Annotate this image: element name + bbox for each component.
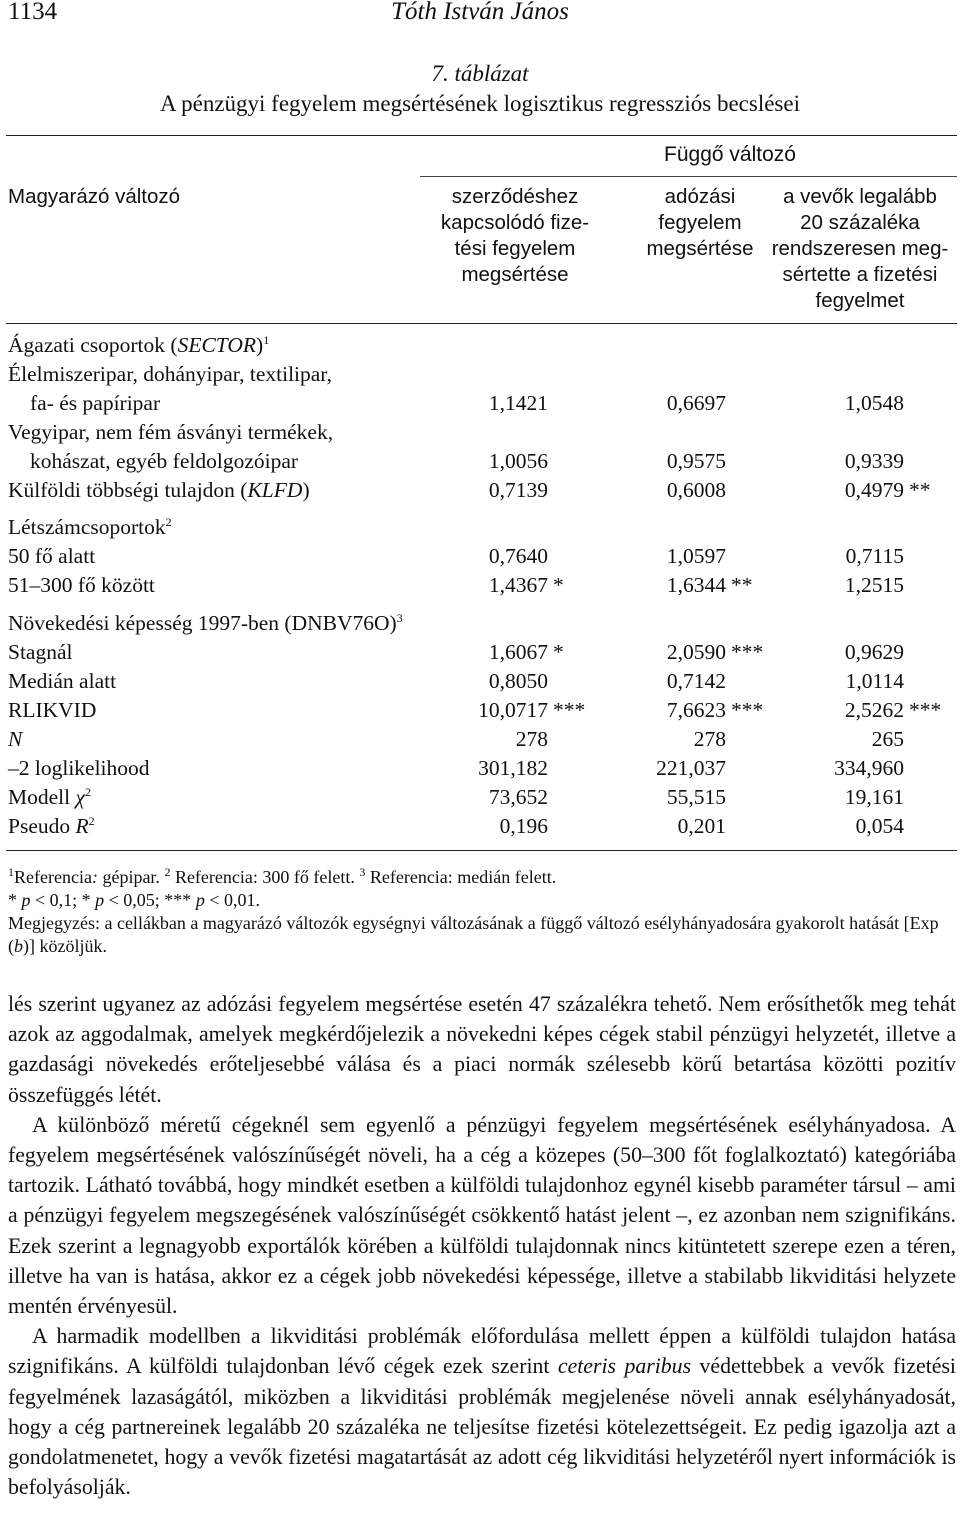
significance-stars: ***: [553, 698, 586, 722]
significance-stars: **: [909, 478, 931, 502]
row-label: Külföldi többségi tulajdon (KLFD): [8, 478, 310, 502]
col-header-line: tési fegyelem: [454, 237, 576, 260]
table-top-rule: [6, 135, 957, 136]
row-label: Ágazati csoportok (SECTOR)$^1$: [8, 332, 270, 357]
row-label: Vegyipar, nem fém ásványi termékek,: [8, 420, 334, 444]
row-label: Medián alatt: [8, 669, 117, 693]
dependent-header-rule: [420, 176, 957, 177]
cell-value: 1,4367: [488, 573, 548, 597]
col-header-line: adózási: [664, 185, 736, 208]
row-label: fa- és papíripar: [30, 391, 161, 415]
cell-value: 278: [693, 727, 726, 751]
cell-value: 0,196: [499, 814, 548, 838]
significance-stars: *: [553, 640, 564, 664]
cell-value: 1,6344: [666, 573, 726, 597]
col-header-line: megsértése: [461, 263, 569, 286]
col-header-line: 20 százaléka: [800, 211, 920, 234]
col-header-customer-payment: [760, 184, 960, 314]
cell-value: 1,2515: [844, 573, 904, 597]
col-header-line: megsértése: [646, 237, 754, 260]
note-significance: * p < 0,1; * p < 0,05; *** p < 0,01.: [8, 890, 260, 910]
row-label: 50 fő alatt: [8, 544, 96, 568]
row-label: Modell $\chi^2$: [8, 784, 91, 809]
cell-value: 0,7640: [488, 544, 548, 568]
significance-stars: *: [553, 573, 564, 597]
row-label: 51–300 fő között: [8, 573, 155, 597]
row-label: Létszámcsoportok$^2$: [8, 514, 172, 539]
cell-value: 1,1421: [488, 391, 548, 415]
row-label: kohászat, egyéb feldolgozóipar: [30, 449, 299, 473]
col-header-line: szerződéshez: [451, 185, 579, 208]
col-header-line: kapcsolódó fize-: [440, 211, 590, 234]
cell-value: 10,0717: [478, 698, 548, 722]
row-label: Stagnál: [8, 640, 73, 664]
running-head-author: Tóth István János: [391, 0, 569, 25]
col-header-line: rendszeresen meg-: [771, 237, 949, 260]
cell-value: 0,7142: [666, 669, 726, 693]
body-text: [8, 989, 956, 1502]
cell-value: 278: [515, 727, 548, 751]
significance-stars: **: [731, 573, 753, 597]
cell-value: 2,0590: [666, 640, 726, 664]
explanatory-variable-header: Magyarázó változó: [8, 185, 181, 208]
cell-value: 1,0114: [845, 669, 904, 693]
table-title: A pénzügyi fegyelem megsértésének logisztikus regressziós becslései: [160, 91, 800, 116]
cell-value: 0,6697: [666, 391, 726, 415]
col-header-contract-payment: [420, 184, 610, 288]
dependent-variable-header: Függő változó: [664, 143, 796, 166]
table-label: 7. táblázat: [431, 61, 529, 86]
col-header-line: a vevők legalább: [783, 185, 937, 208]
col-header-line: fegyelmet: [815, 289, 905, 312]
col-header-line: sértette a fizetési: [782, 263, 938, 286]
cell-value: 0,054: [855, 814, 904, 838]
cell-value: 0,4979: [844, 478, 904, 502]
significance-stars: ***: [731, 640, 764, 664]
cell-value: 0,8050: [488, 669, 548, 693]
row-label: Növekedési képesség 1997-ben (DNBV76O)$^3$: [8, 610, 403, 635]
note-references: $^1$Referencia: gépipar. $^2$ Referencia: 300 fő felett. $^3$ Referencia: medián felett.: [8, 865, 557, 887]
row-label: –2 loglikelihood: [8, 756, 150, 780]
cell-value: 19,161: [844, 785, 904, 809]
cell-value: 0,201: [677, 814, 726, 838]
paragraph-2: A különböző méretű cégeknél sem egyenlő a pénzügyi fegyelem megsértésének esélyhányadosa. A fegyelem megsértésének valószínűségét növeli, ha a cég a közepes (50–300 főt foglalkoztató) kategóriába tartozik. Látható továbbá, hogy mindkét esetben a külföldi tulajdonhoz egynél kisebb paraméter társul – ami a pénzügyi fegyelem megszegésének valószínűségét csökkentő hatást jelent –, ez azonban nem szignifikáns. Ezek szerint a legnagyobb exportálók körében a külföldi tulajdonnak nincs kitüntetett szerepe ezen a téren, illetve ha van is hatása, akkor ez a cégek jobb növekedési képessége, illetve a stabilabb likviditási helyzete mentén érvényesül.: [8, 1112, 956, 1319]
cell-value: 0,7115: [845, 544, 904, 568]
row-label: Élelmiszeripar, dohányipar, textilipar,: [8, 362, 332, 386]
cell-value: 0,6008: [666, 478, 726, 502]
cell-value: 2,5262: [844, 698, 904, 722]
row-label: RLIKVID: [8, 698, 97, 722]
cell-value: 73,652: [488, 785, 548, 809]
cell-value: 7,6623: [666, 698, 726, 722]
cell-value: 334,960: [834, 756, 904, 780]
cell-value: 0,9629: [844, 640, 904, 664]
header-bottom-rule: [6, 323, 957, 324]
note-remark: Megjegyzés: a cellákban a magyarázó változók egységnyi változásának a függő változó esélyhányadosára gyakorolt hatását [Exp (b)] közöljük.: [8, 913, 939, 956]
col-header-line: fegyelem: [658, 211, 742, 234]
table-notes: [8, 866, 956, 958]
paragraph-3: A harmadik modellben a likviditási problémák előfordulása mellett éppen a külföldi tulajdon hatása szignifikáns. A külföldi tulajdonban lévő cégek ezek szerint ceteris paribus védettebbek a vevők fizetési fegyelmének lazaságától, miközben a likviditási problémák megjelenése növeli annak esélyhányadosát, hogy a cég partnereinek legalább 20 százaléka ne teljesítse fizetési kötelezettségeit. Ez pedig igazolja azt a gondolatmenetet, hogy a vevők fizetési magatartását az adott cég likviditási helyzetéről nyert információk is befolyásolják.: [8, 1324, 956, 1500]
table-bottom-rule: [6, 850, 957, 851]
cell-value: 1,0597: [666, 544, 726, 568]
significance-stars: ***: [909, 698, 942, 722]
significance-stars: ***: [731, 698, 764, 722]
page-number: 1134: [8, 0, 58, 25]
row-label: N: [8, 727, 23, 751]
cell-value: 265: [871, 727, 904, 751]
row-label: Pseudo $R^2$: [8, 813, 95, 838]
cell-value: 55,515: [666, 785, 726, 809]
cell-value: 0,7139: [488, 478, 548, 502]
cell-value: 0,9339: [844, 449, 904, 473]
paragraph-1: lés szerint ugyanez az adózási fegyelem megsértése esetén 47 százalékra tehető. Nem erősíthetők meg tehát azok az aggodalmak, amelyek megkérdőjelezik a növekedni képes cégek stabil pénzügyi helyzetét, illetve a gazdasági növekedés erőteljesebbé válása és a piaci normák szélesebb körű betartása közötti pozitív összefüggés létét.: [8, 992, 956, 1107]
cell-value: 1,0548: [844, 391, 904, 415]
cell-value: 1,6067: [488, 640, 548, 664]
cell-value: 0,9575: [666, 449, 726, 473]
cell-value: 221,037: [656, 756, 726, 780]
cell-value: 1,0056: [488, 449, 548, 473]
cell-value: 301,182: [478, 756, 548, 780]
